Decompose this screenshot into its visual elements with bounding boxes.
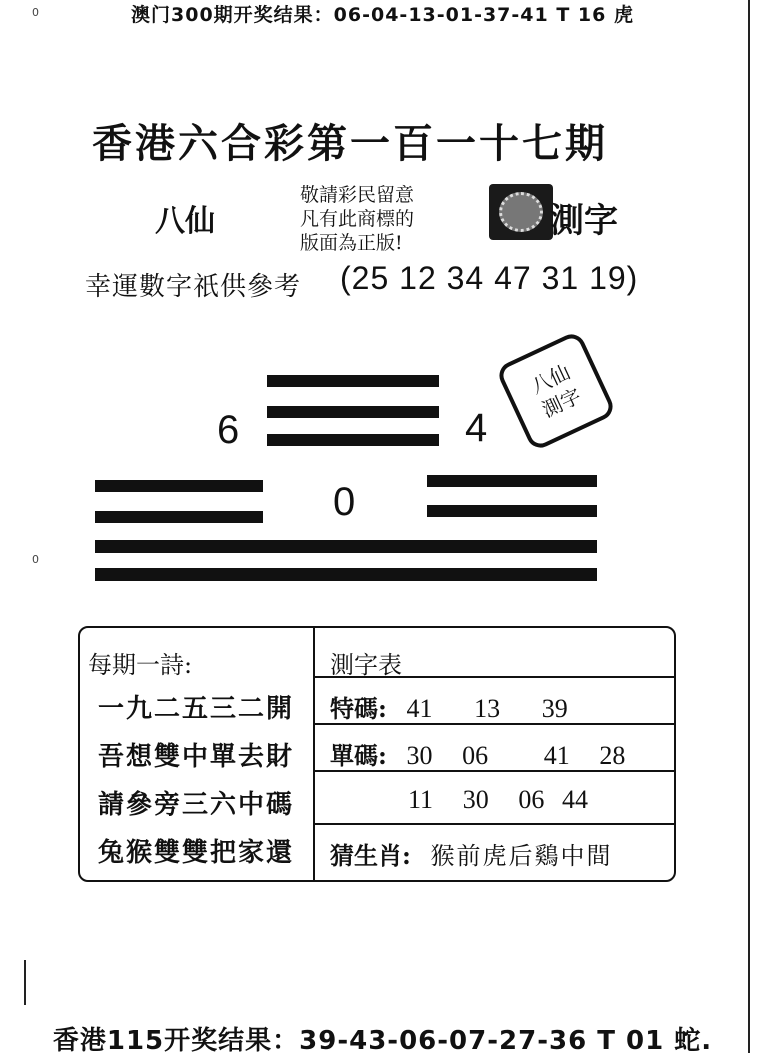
- bottom-result-banner: 香港115开奖结果：39-43-06-07-27-36 T 01 蛇.: [52, 1026, 713, 1056]
- trigram-line: [267, 375, 439, 387]
- page-title: 香港六合彩第一百一十七期: [92, 120, 608, 167]
- margin-mark: 0: [32, 6, 39, 19]
- notice-line: 凡有此商標的: [300, 208, 415, 230]
- poem-line: 兔猴雙雙把家還: [98, 838, 295, 868]
- extra-number: 06: [518, 785, 545, 814]
- notice-line: 版面為正版!: [300, 232, 403, 254]
- poem-line: 吾想雙中單去財: [98, 742, 295, 772]
- table-header: 測字表: [330, 651, 402, 679]
- digit-right: 4: [465, 406, 488, 450]
- extra-number-row: [408, 785, 610, 815]
- lucky-numbers: (25 12 34 47 31 19): [340, 260, 639, 296]
- extra-number: 11: [408, 785, 434, 814]
- single-number: 30: [406, 741, 433, 770]
- margin-mark: 0: [32, 553, 39, 566]
- trigram-line: [95, 540, 597, 553]
- trigram-line: [95, 511, 263, 523]
- table-divider: [315, 823, 676, 825]
- special-number: 39: [541, 694, 568, 723]
- zodiac-value: 猴前虎后鷄中間: [430, 842, 613, 870]
- page-edge-rule: [24, 960, 26, 1005]
- table-divider: [313, 626, 315, 882]
- single-number: 41: [543, 741, 570, 770]
- authenticity-notice: [300, 183, 414, 255]
- special-number: 13: [474, 694, 501, 723]
- notice-line: 敬請彩民留意: [300, 184, 415, 206]
- trigram-line: [267, 434, 439, 446]
- trigram-line: [95, 480, 263, 492]
- logo-title: 測字: [550, 201, 618, 241]
- poem-line: 請參旁三六中碼: [98, 790, 295, 820]
- trademark-logo-icon: [489, 184, 553, 240]
- special-number-label: 特碼:: [330, 694, 387, 723]
- page-edge-rule: [748, 0, 750, 1053]
- zodiac-label: 猜生肖:: [330, 841, 411, 870]
- digit-left: 6: [217, 408, 240, 452]
- single-number: 06: [462, 741, 489, 770]
- zodiac-row: [330, 836, 613, 871]
- poem-title: 每期一詩:: [88, 651, 193, 679]
- single-number: 28: [599, 741, 626, 770]
- trigram-line: [95, 568, 597, 581]
- trigram-line: [427, 505, 597, 517]
- single-number-row: [330, 736, 647, 771]
- single-number-label: 單碼:: [330, 741, 387, 770]
- extra-number: 30: [462, 785, 489, 814]
- brand-name: 八仙: [155, 204, 215, 239]
- trigram-line: [267, 406, 439, 418]
- poem-line: 一九二五三二開: [98, 694, 295, 724]
- stamp-text: 八仙: [527, 359, 574, 399]
- extra-number: 44: [561, 785, 588, 814]
- top-result-banner: 澳门300期开奖结果：06-04-13-01-37-41 T 16 虎: [131, 4, 634, 26]
- special-number: 41: [406, 694, 433, 723]
- digit-center: 0: [333, 480, 356, 524]
- brand-stamp: [495, 330, 617, 452]
- lucky-numbers-label: 幸運數字祇供參考: [85, 272, 302, 302]
- trigram-line: [427, 475, 597, 487]
- stamp-text: 測字: [538, 383, 585, 423]
- special-number-row: [330, 689, 590, 724]
